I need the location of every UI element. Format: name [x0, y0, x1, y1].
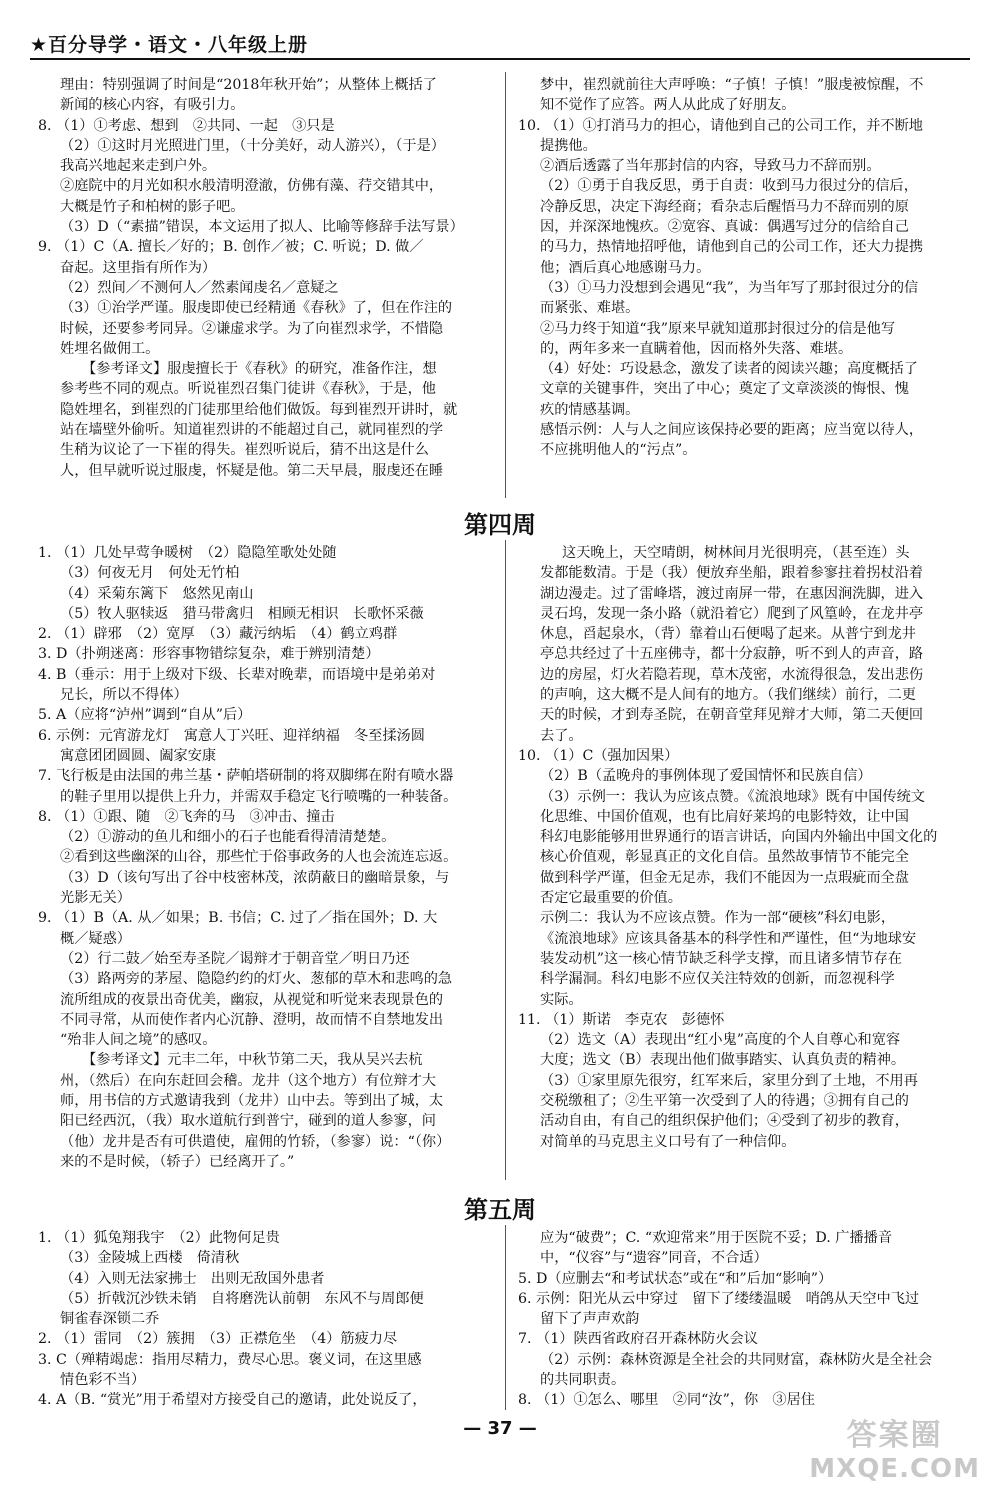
text-line: （2）①游动的鱼儿和细小的石子也能看得清清楚楚。 [60, 829, 396, 846]
text-line: 1. （1）几处早莺争暖树 （2）隐隐笙歌处处随 [38, 545, 337, 561]
text-line: 这天晚上，天空晴朗，树林间月光很明亮，（甚至连）头 [562, 545, 910, 561]
text-line: ②庭院中的月光如积水般清明澄澈，仿佛有藻、荇交错其中， [60, 178, 444, 195]
watermark [809, 1410, 980, 1484]
week-four-right-column [518, 543, 972, 1152]
text-line: 而紧张、难堪。 [540, 300, 640, 317]
text-line: （4）入则无法家拂士 出则无敌国外患者 [60, 1270, 325, 1287]
text-line: 州，（然后）在向东赶回会稽。龙井（这个地方）有位辩才大 [60, 1072, 436, 1089]
text-line: 铜雀春深锁二乔 [60, 1311, 160, 1328]
text-line: 生稍为议论了一下崔的得失。崔烈听说后，猜不出这是什么 [60, 442, 429, 459]
week-four-left-column [38, 543, 490, 1172]
text-line: （2）①勇于自我反思，勇于自责：收到马力很过分的信后， [540, 178, 918, 195]
text-line: 3. D（扑朔迷离：形容事物错综复杂，难于辨别清楚） [38, 646, 380, 663]
text-line: （3）何夜无月 何处无竹柏 [60, 565, 240, 582]
text-line: 隐姓埋名，到崔烈的门徒那里给他们做饭。每到崔烈开讲时，就 [60, 401, 458, 418]
text-line: 留下了声声欢韵 [540, 1311, 640, 1328]
text-line: 知不觉作了应答。两人从此成了好朋友。 [540, 97, 796, 114]
text-line: 休息，舀起泉水，（背）靠着山石便喝了起来。从普宁到龙井 [540, 626, 916, 643]
text-line: ②马力终于知道“我”原来早就知道那封很过分的信是他写 [540, 320, 896, 337]
text-line: 实际。 [540, 991, 583, 1008]
text-line: （2）B（孟晚舟的事例体现了爱国情怀和民族自信） [540, 768, 872, 785]
text-line: 装发动机”这一核心情节缺乏科学支撑，而且诸多情节存在 [540, 950, 902, 967]
text-line: 边的房屋，灯火若隐若现，草木茂密，水流得很急，发出悲伤 [540, 666, 924, 683]
text-line: 人，但早就听说过服虔，怀疑是他。第二天早晨，服虔还在睡 [60, 462, 444, 479]
text-line: 核心价值观，彰显真正的文化自信。虽然故事情节不能完全 [540, 849, 909, 866]
top-right-column [518, 75, 972, 461]
text-line: （2）行二鼓／始至寿圣院／谒辩才于朝音堂／明日乃还 [60, 950, 410, 967]
text-line: 提携他。 [540, 137, 597, 154]
text-line: 理由：特别强调了时间是“2018年秋开始”；从整体上概括了 [60, 77, 437, 93]
text-line: 6. 示例：元宵游龙灯 寓意人丁兴旺、迎祥纳福 冬至揉汤圆 [38, 727, 425, 744]
top-left-column [38, 75, 490, 481]
text-line: 我高兴地起来走到户外。 [60, 158, 217, 175]
text-line: 【参考译文】元丰二年，中秋节第二天，我从吴兴去杭 [82, 1052, 423, 1069]
watermark-title: 答案圈 [846, 1418, 943, 1453]
text-line: 阳已经西沉，（我）取水道航行到普宁，碰到的道人参寥，问 [60, 1113, 436, 1130]
text-line: 的共同职责。 [540, 1372, 626, 1389]
text-line: 7. 飞行板是由法国的弗兰基・萨帕塔研制的将双脚绑在附有喷水器 [38, 768, 454, 785]
text-line: （3）①马力没想到会遇见“我”，为当年写了那封很过分的信 [540, 279, 919, 296]
text-line: （3）示例一：我认为应该点赞。《流浪地球》既有中国传统文 [540, 788, 925, 805]
text-line: 梦中，崔烈就前往大声呼唤：“子慎！子慎！”服虔被惊醒，不 [540, 77, 924, 93]
text-line: 不同寻常，从而使作者内心沉静、澄明，故而情不自禁地发出 [60, 1011, 444, 1028]
text-line: 做到科学严谨，但金无足赤，我们不能因为一点瑕疵而全盘 [540, 869, 909, 886]
text-line: 站在墙壁外偷听。知道崔烈讲的不能超过自己，就同崔烈的学 [60, 422, 444, 439]
text-line: （3）①家里原先很穷，红军来后，家里分到了土地，不用再 [540, 1072, 918, 1089]
text-line: （4）采菊东篱下 悠然见南山 [60, 585, 254, 602]
text-line: 10. （1）①打消马力的担心，请他到自己的公司工作，并不断地 [518, 117, 923, 134]
text-line: 来的不是时候，（轿子）已经离开了。” [60, 1153, 295, 1170]
text-line: （2）示例：森林资源是全社会的共同财富，森林防火是全社会 [540, 1351, 933, 1368]
text-line: 6. 示例：阳光从云中穿过 留下了缕缕温暖 哨鸽从天空中飞过 [518, 1290, 920, 1307]
text-line: 11. （1）斯诺 李克农 彭德怀 [518, 1011, 725, 1028]
text-line: 时候，还要参考同异。②谦虚求学。为了向崔烈求学，不惜隐 [60, 320, 444, 337]
text-line: 新闻的核心内容，有吸引力。 [60, 97, 245, 114]
text-line: （2）烈间／不测何人／然素闻虔名／意疑之 [60, 279, 339, 296]
text-line: 因，并深深地愧疚。②宽容、真诚：偶遇写过分的信给自己 [540, 219, 909, 236]
text-line: 概／疑惑） [60, 930, 131, 947]
text-line: 5. A（应将“泸州”调到“自从”后） [38, 707, 252, 724]
text-line: 9. （1）C（A. 擅长／好的；B. 创作／被；C. 听说；D. 做／ [38, 239, 424, 256]
text-line: 《流浪地球》应该具备基本的科学性和严谨性，但“为地球安 [540, 930, 917, 947]
text-line: 大度；选文（B）表现出他们做事踏实、认真负责的精神。 [540, 1052, 906, 1069]
text-line: 活动自由，有自己的组织保护他们；④受到了初步的教育， [540, 1113, 909, 1130]
column-divider [505, 1225, 506, 1410]
text-line: 感悟示例：人与人之间应该保持必要的距离；应当宽以待人， [540, 422, 924, 439]
text-line: 的声响，这大概不是人间有的地方。（我们继续）前行，二更 [540, 687, 916, 704]
text-line: 寓意团团圆圆、阖家安康 [60, 747, 217, 764]
text-line: （3）金陵城上西楼 倚清秋 [60, 1250, 240, 1267]
text-line: 对简单的马克思主义口号有了一种信仰。 [540, 1133, 796, 1150]
watermark-url: MXQE.COM [809, 1454, 980, 1484]
text-line: 7. （1）陕西省政府召开森林防火会议 [518, 1331, 758, 1348]
text-line: 奋起。这里指有所作为） [60, 259, 217, 276]
text-line: 的鞋子里用以提供上升力，并需双手稳定飞行喷嘴的一种装备。 [60, 788, 458, 805]
text-line: （5）折戟沉沙铁未销 自将磨洗认前朝 东风不与周郎便 [60, 1290, 424, 1307]
text-line: 文章的关键事件，突出了中心；奠定了文章淡淡的悔恨、愧 [540, 381, 909, 398]
text-line: 流所组成的夜景出奇优美，幽寂，从视觉和听觉来表现景色的 [60, 991, 444, 1008]
text-line: 亭总共经过了十五座佛寺，都十分寂静，听不到人的声音，路 [540, 646, 924, 663]
text-line: 冷静反思，决定下海经商；看杂志后醒悟马力不辞而别的原 [540, 198, 909, 215]
week-five-right-column [518, 1228, 972, 1411]
week-five-left-column [38, 1228, 490, 1411]
text-line: 中，“仪容”与“遗容”同音，不合适） [540, 1250, 768, 1267]
page-header: ★百分导学・语文・八年级上册 [30, 34, 309, 56]
text-line: （4）好处：巧设悬念，激发了读者的阅读兴趣；高度概括了 [540, 361, 918, 378]
text-line: 否定它最重要的价值。 [540, 890, 682, 907]
week-five-title: 第五周 [464, 1196, 536, 1224]
header-rule [30, 58, 970, 60]
text-line: 参考些不同的观点。听说崔烈召集门徒讲《春秋》，于是，他 [60, 381, 436, 398]
text-line: 光影无关） [60, 890, 131, 907]
text-line: 9. （1）B（A. 从／如果；B. 书信；C. 过了／指在国外；D. 大 [38, 910, 438, 927]
text-line: 3. C（殚精竭虑：指用尽精力，费尽心思。褒义词，在这里感 [38, 1351, 422, 1368]
column-divider [505, 72, 506, 498]
text-line: 示例二：我认为不应该点赞。作为一部“硬核”科幻电影， [540, 910, 896, 927]
text-line: （他）龙井是否有可供遣使，雇佣的竹轿，（参寥）说：“（你） [60, 1133, 451, 1150]
text-line: 湖边漫走。过了雷峰塔，渡过南屏一带，在惠因涧洗脚，进入 [540, 585, 924, 602]
text-line: 8. （1）①考虑、想到 ②共同、一起 ③只是 [38, 117, 335, 134]
text-line: 10. （1）C（强加因果） [518, 747, 679, 764]
text-line: 2. （1）雷同 （2）簇拥 （3）正襟危坐 （4）筋疲力尽 [38, 1331, 398, 1348]
text-line: 情色彩不当） [60, 1372, 146, 1389]
text-line: 5. D（应删去“和考试状态”或在“和”后加“影响”） [518, 1270, 833, 1287]
text-line: （2）①这时月光照进门里，（十分美好，动人游兴），（于是） [60, 137, 445, 154]
text-line: 姓埋名做佣工。 [60, 340, 160, 357]
week-four-title: 第四周 [464, 511, 536, 539]
text-line: 大概是竹子和柏树的影子吧。 [60, 198, 245, 215]
text-line: 科幻电影能够用世界通行的语言讲话，向国内外输出中国文化的 [540, 829, 938, 846]
text-line: 发都能数清。于是（我）便放弃坐船，跟着参寥拄着拐杖沿着 [540, 565, 924, 582]
text-line: 1. （1）狐兔翔我宇 （2）此物何足贵 [38, 1230, 280, 1246]
text-line: 的，两年多来一直瞒着他，因而格外失落、难堪。 [540, 340, 853, 357]
text-line: 交税缴租了；②生平第一次受到了人的待遇；③拥有自己的 [540, 1093, 909, 1110]
text-line: 去了。 [540, 727, 583, 744]
text-line: 8. （1）①怎么、哪里 ②同“汝”，你 ③居住 [518, 1392, 815, 1409]
text-line: （3）D（“素描”错误，本文运用了拟人、比喻等修辞手法写景） [60, 219, 464, 236]
text-line: （3）D（该句写出了谷中枝密林茂，浓荫蔽日的幽暗景象，与 [60, 869, 450, 886]
text-line: 4. A（B. “赏光”用于希望对方接受自己的邀请，此处说反了， [38, 1392, 427, 1409]
text-line: “殆非人间之境”的感叹。 [60, 1032, 217, 1049]
text-line: （5）牧人驱犊返 猎马带禽归 相顾无相识 长歌怀采薇 [60, 605, 424, 622]
text-line: ②看到这些幽深的山谷，那些忙于俗事政务的人也会流连忘返。 [60, 849, 458, 866]
text-line: 不应挑明他人的“污点”。 [540, 442, 697, 459]
text-line: 天的时候，才到寿圣院，在朝音堂拜见辩才大师，第二天便回 [540, 707, 924, 724]
text-line: ②酒后透露了当年那封信的内容，导致马力不辞而别。 [540, 158, 881, 175]
text-line: 师，用书信的方式邀请我到（龙井）山中去。等到出了城，太 [60, 1093, 444, 1110]
text-line: （2）选文（A）表现出“红小鬼”高度的个人自尊心和宽容 [540, 1032, 901, 1049]
text-line: 的马力，热情地招呼他，请他到自己的公司工作，还大力提携 [540, 239, 924, 256]
text-line: 疚的情感基调。 [540, 401, 640, 418]
text-line: 化思维、中国价值观，也有比肩好莱坞的电影特效，让中国 [540, 808, 909, 825]
text-line: 科学漏洞。科幻电影不应仅关注特效的创新，而忽视科学 [540, 971, 895, 988]
page-number: — 37 — [463, 1418, 537, 1439]
text-line: 4. B（垂示：用于上级对下级、长辈对晚辈，而语境中是弟弟对 [38, 666, 436, 683]
text-line: 灵石坞，发现一条小路（就沿着它）爬到了风篁岭，在龙井亭 [540, 605, 924, 622]
text-line: 应为“破费”；C. “欢迎常来”用于医院不妥；D. 广播播音 [540, 1230, 893, 1246]
text-line: 兄长，所以不得体） [60, 687, 188, 704]
text-line: 2. （1）辟邪 （2）宽厚 （3）藏污纳垢 （4）鹤立鸡群 [38, 626, 398, 643]
text-line: （3）①治学严谨。服虔即使已经精通《春秋》了，但在作注的 [60, 300, 453, 317]
text-line: 他；酒后真心地感谢马力。 [540, 259, 711, 276]
text-line: 8. （1）①跟、随 ②飞奔的马 ③冲击、撞击 [38, 808, 335, 825]
text-line: （3）路两旁的茅屋、隐隐约约的灯火、葱郁的草木和悲鸣的急 [60, 971, 453, 988]
text-line: 【参考译文】服虔擅长于《春秋》的研究，准备作注，想 [82, 361, 437, 378]
column-divider [505, 540, 506, 1180]
